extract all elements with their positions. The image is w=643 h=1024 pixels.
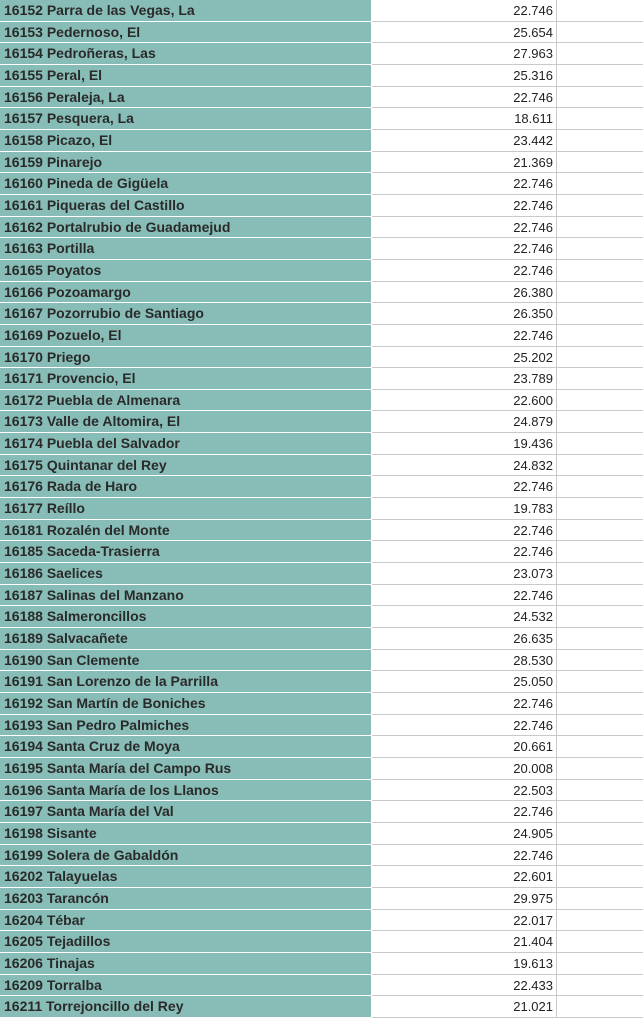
empty-cell[interactable] xyxy=(557,65,643,87)
municipality-cell[interactable]: 16177 Reíllo xyxy=(0,498,372,520)
table-row xyxy=(0,260,643,282)
municipality-cell[interactable]: 16169 Pozuelo, El xyxy=(0,325,372,347)
municipality-cell[interactable]: 16188 Salmeroncillos xyxy=(0,606,372,628)
table-row xyxy=(0,736,643,758)
table-row xyxy=(0,217,643,239)
value-cell[interactable]: 22.746 xyxy=(372,260,557,282)
empty-cell[interactable] xyxy=(557,498,643,520)
table-row xyxy=(0,347,643,369)
table-row xyxy=(0,866,643,888)
empty-cell[interactable] xyxy=(557,671,643,693)
empty-cell[interactable] xyxy=(557,368,643,390)
table-row xyxy=(0,520,643,542)
empty-cell[interactable] xyxy=(557,347,643,369)
value-cell[interactable]: 21.404 xyxy=(372,931,557,953)
empty-cell[interactable] xyxy=(557,433,643,455)
empty-cell[interactable] xyxy=(557,910,643,932)
municipality-cell[interactable]: 16202 Talayuelas xyxy=(0,866,372,888)
municipality-cell[interactable]: 16190 San Clemente xyxy=(0,650,372,672)
empty-cell[interactable] xyxy=(557,130,643,152)
empty-cell[interactable] xyxy=(557,736,643,758)
municipality-cell[interactable]: 16176 Rada de Haro xyxy=(0,476,372,498)
empty-cell[interactable] xyxy=(557,390,643,412)
empty-cell[interactable] xyxy=(557,173,643,195)
municipality-cell[interactable]: 16195 Santa María del Campo Rus xyxy=(0,758,372,780)
value-cell[interactable]: 23.073 xyxy=(372,563,557,585)
municipality-cell[interactable]: 16181 Rozalén del Monte xyxy=(0,520,372,542)
empty-cell[interactable] xyxy=(557,411,643,433)
empty-cell[interactable] xyxy=(557,282,643,304)
empty-cell[interactable] xyxy=(557,43,643,65)
value-cell[interactable]: 22.746 xyxy=(372,325,557,347)
value-cell[interactable]: 22.746 xyxy=(372,476,557,498)
municipality-cell[interactable]: 16161 Piqueras del Castillo xyxy=(0,195,372,217)
municipality-cell[interactable]: 16174 Puebla del Salvador xyxy=(0,433,372,455)
empty-cell[interactable] xyxy=(557,152,643,174)
value-cell[interactable]: 24.832 xyxy=(372,455,557,477)
value-cell[interactable]: 22.746 xyxy=(372,520,557,542)
table-row xyxy=(0,0,643,22)
municipality-cell[interactable]: 16163 Portilla xyxy=(0,238,372,260)
empty-cell[interactable] xyxy=(557,476,643,498)
value-cell[interactable]: 22.746 xyxy=(372,195,557,217)
value-cell[interactable]: 26.635 xyxy=(372,628,557,650)
municipality-cell[interactable]: 16203 Tarancón xyxy=(0,888,372,910)
value-cell[interactable]: 22.746 xyxy=(372,87,557,109)
empty-cell[interactable] xyxy=(557,260,643,282)
table-row xyxy=(0,282,643,304)
value-cell[interactable]: 22.746 xyxy=(372,238,557,260)
value-cell[interactable]: 20.008 xyxy=(372,758,557,780)
value-cell[interactable]: 25.654 xyxy=(372,22,557,44)
municipality-cell[interactable]: 16186 Saelices xyxy=(0,563,372,585)
table-row xyxy=(0,953,643,975)
municipality-cell[interactable]: 16192 San Martín de Boniches xyxy=(0,693,372,715)
empty-cell[interactable] xyxy=(557,953,643,975)
empty-cell[interactable] xyxy=(557,650,643,672)
table-row xyxy=(0,173,643,195)
empty-cell[interactable] xyxy=(557,888,643,910)
table-row xyxy=(0,563,643,585)
table-row xyxy=(0,758,643,780)
value-cell[interactable]: 22.746 xyxy=(372,585,557,607)
municipality-cell[interactable]: 16160 Pineda de Gigüela xyxy=(0,173,372,195)
municipality-cell[interactable]: 16154 Pedroñeras, Las xyxy=(0,43,372,65)
empty-cell[interactable] xyxy=(557,801,643,823)
value-cell[interactable]: 26.380 xyxy=(372,282,557,304)
table-row xyxy=(0,43,643,65)
empty-cell[interactable] xyxy=(557,606,643,628)
table-row xyxy=(0,628,643,650)
empty-cell[interactable] xyxy=(557,217,643,239)
value-cell[interactable]: 22.746 xyxy=(372,217,557,239)
value-cell[interactable]: 23.789 xyxy=(372,368,557,390)
value-cell[interactable]: 22.746 xyxy=(372,173,557,195)
table-row xyxy=(0,476,643,498)
value-cell[interactable]: 19.783 xyxy=(372,498,557,520)
value-cell[interactable]: 23.442 xyxy=(372,130,557,152)
value-cell[interactable]: 28.530 xyxy=(372,650,557,672)
empty-cell[interactable] xyxy=(557,758,643,780)
municipality-cell[interactable]: 16171 Provencio, El xyxy=(0,368,372,390)
table-row xyxy=(0,931,643,953)
municipality-cell[interactable]: 16194 Santa Cruz de Moya xyxy=(0,736,372,758)
municipality-cell[interactable]: 16199 Solera de Gabaldón xyxy=(0,845,372,867)
value-cell[interactable]: 22.746 xyxy=(372,693,557,715)
municipality-cell[interactable]: 16167 Pozorrubio de Santiago xyxy=(0,303,372,325)
value-cell[interactable]: 22.746 xyxy=(372,845,557,867)
value-cell[interactable]: 20.661 xyxy=(372,736,557,758)
value-cell[interactable]: 19.613 xyxy=(372,953,557,975)
value-cell[interactable]: 25.316 xyxy=(372,65,557,87)
table-row xyxy=(0,910,643,932)
municipality-cell[interactable]: 16165 Poyatos xyxy=(0,260,372,282)
table-row xyxy=(0,411,643,433)
table-row xyxy=(0,65,643,87)
value-cell[interactable]: 25.202 xyxy=(372,347,557,369)
empty-cell[interactable] xyxy=(557,520,643,542)
municipality-cell[interactable]: 16196 Santa María de los Llanos xyxy=(0,780,372,802)
empty-cell[interactable] xyxy=(557,845,643,867)
empty-cell[interactable] xyxy=(557,87,643,109)
table-row xyxy=(0,888,643,910)
table-row xyxy=(0,996,643,1018)
value-cell[interactable]: 27.963 xyxy=(372,43,557,65)
empty-cell[interactable] xyxy=(557,931,643,953)
empty-cell[interactable] xyxy=(557,715,643,737)
empty-cell[interactable] xyxy=(557,866,643,888)
table-row xyxy=(0,455,643,477)
municipality-cell[interactable]: 16166 Pozoamargo xyxy=(0,282,372,304)
table-row xyxy=(0,325,643,347)
value-cell[interactable]: 24.879 xyxy=(372,411,557,433)
municipality-cell[interactable]: 16159 Pinarejo xyxy=(0,152,372,174)
municipality-cell[interactable]: 16156 Peraleja, La xyxy=(0,87,372,109)
table-row xyxy=(0,390,643,412)
empty-cell[interactable] xyxy=(557,22,643,44)
municipality-cell[interactable]: 16193 San Pedro Palmiches xyxy=(0,715,372,737)
municipality-cell[interactable]: 16211 Torrejoncillo del Rey xyxy=(0,996,372,1018)
table-row xyxy=(0,368,643,390)
table-row xyxy=(0,541,643,563)
municipality-cell[interactable]: 16198 Sisante xyxy=(0,823,372,845)
table-row xyxy=(0,152,643,174)
table-row xyxy=(0,801,643,823)
empty-cell[interactable] xyxy=(557,0,643,22)
empty-cell[interactable] xyxy=(557,108,643,130)
value-cell[interactable]: 21.369 xyxy=(372,152,557,174)
value-cell[interactable]: 25.050 xyxy=(372,671,557,693)
table-row xyxy=(0,585,643,607)
municipality-cell[interactable]: 16189 Salvacañete xyxy=(0,628,372,650)
table-row xyxy=(0,693,643,715)
empty-cell[interactable] xyxy=(557,303,643,325)
municipality-cell[interactable]: 16206 Tinajas xyxy=(0,953,372,975)
municipality-cell[interactable]: 16204 Tébar xyxy=(0,910,372,932)
value-cell[interactable]: 22.746 xyxy=(372,0,557,22)
table-row xyxy=(0,22,643,44)
empty-cell[interactable] xyxy=(557,563,643,585)
value-cell[interactable]: 22.017 xyxy=(372,910,557,932)
table-row xyxy=(0,671,643,693)
value-cell[interactable]: 18.611 xyxy=(372,108,557,130)
table-row xyxy=(0,238,643,260)
value-cell[interactable]: 22.503 xyxy=(372,780,557,802)
value-cell[interactable]: 22.746 xyxy=(372,541,557,563)
table-row xyxy=(0,87,643,109)
municipality-cell[interactable]: 16205 Tejadillos xyxy=(0,931,372,953)
table-row xyxy=(0,195,643,217)
table-row xyxy=(0,650,643,672)
value-cell[interactable]: 22.600 xyxy=(372,390,557,412)
municipality-cell[interactable]: 16170 Priego xyxy=(0,347,372,369)
municipality-cell[interactable]: 16175 Quintanar del Rey xyxy=(0,455,372,477)
empty-cell[interactable] xyxy=(557,541,643,563)
municipality-cell[interactable]: 16162 Portalrubio de Guadamejud xyxy=(0,217,372,239)
table-row xyxy=(0,715,643,737)
municipality-cell[interactable]: 16158 Picazo, El xyxy=(0,130,372,152)
value-cell[interactable]: 24.905 xyxy=(372,823,557,845)
table-row xyxy=(0,498,643,520)
empty-cell[interactable] xyxy=(557,325,643,347)
municipality-cell[interactable]: 16173 Valle de Altomira, El xyxy=(0,411,372,433)
value-cell[interactable]: 26.350 xyxy=(372,303,557,325)
table-row xyxy=(0,780,643,802)
municipality-cell[interactable]: 16209 Torralba xyxy=(0,975,372,997)
municipality-cell[interactable]: 16153 Pedernoso, El xyxy=(0,22,372,44)
empty-cell[interactable] xyxy=(557,975,643,997)
empty-cell[interactable] xyxy=(557,628,643,650)
municipality-cell[interactable]: 16187 Salinas del Manzano xyxy=(0,585,372,607)
empty-cell[interactable] xyxy=(557,455,643,477)
value-cell[interactable]: 22.746 xyxy=(372,801,557,823)
empty-cell[interactable] xyxy=(557,195,643,217)
value-cell[interactable]: 22.746 xyxy=(372,715,557,737)
municipality-cell[interactable]: 16197 Santa María del Val xyxy=(0,801,372,823)
table-row xyxy=(0,108,643,130)
table-row xyxy=(0,433,643,455)
table-row xyxy=(0,606,643,628)
table-row xyxy=(0,303,643,325)
municipality-cell[interactable]: 16191 San Lorenzo de la Parrilla xyxy=(0,671,372,693)
value-cell[interactable]: 29.975 xyxy=(372,888,557,910)
table-row xyxy=(0,823,643,845)
empty-cell[interactable] xyxy=(557,693,643,715)
municipality-cell[interactable]: 16185 Saceda-Trasierra xyxy=(0,541,372,563)
value-cell[interactable]: 22.601 xyxy=(372,866,557,888)
empty-cell[interactable] xyxy=(557,238,643,260)
empty-cell[interactable] xyxy=(557,996,643,1018)
value-cell[interactable]: 24.532 xyxy=(372,606,557,628)
empty-cell[interactable] xyxy=(557,780,643,802)
empty-cell[interactable] xyxy=(557,585,643,607)
municipality-cell[interactable]: 16172 Puebla de Almenara xyxy=(0,390,372,412)
table-row xyxy=(0,975,643,997)
empty-cell[interactable] xyxy=(557,823,643,845)
municipality-cell[interactable]: 16152 Parra de las Vegas, La xyxy=(0,0,372,22)
municipality-cell[interactable]: 16155 Peral, El xyxy=(0,65,372,87)
table-row xyxy=(0,130,643,152)
value-cell[interactable]: 22.433 xyxy=(372,975,557,997)
value-cell[interactable]: 21.021 xyxy=(372,996,557,1018)
table-row xyxy=(0,845,643,867)
municipality-cell[interactable]: 16157 Pesquera, La xyxy=(0,108,372,130)
value-cell[interactable]: 19.436 xyxy=(372,433,557,455)
